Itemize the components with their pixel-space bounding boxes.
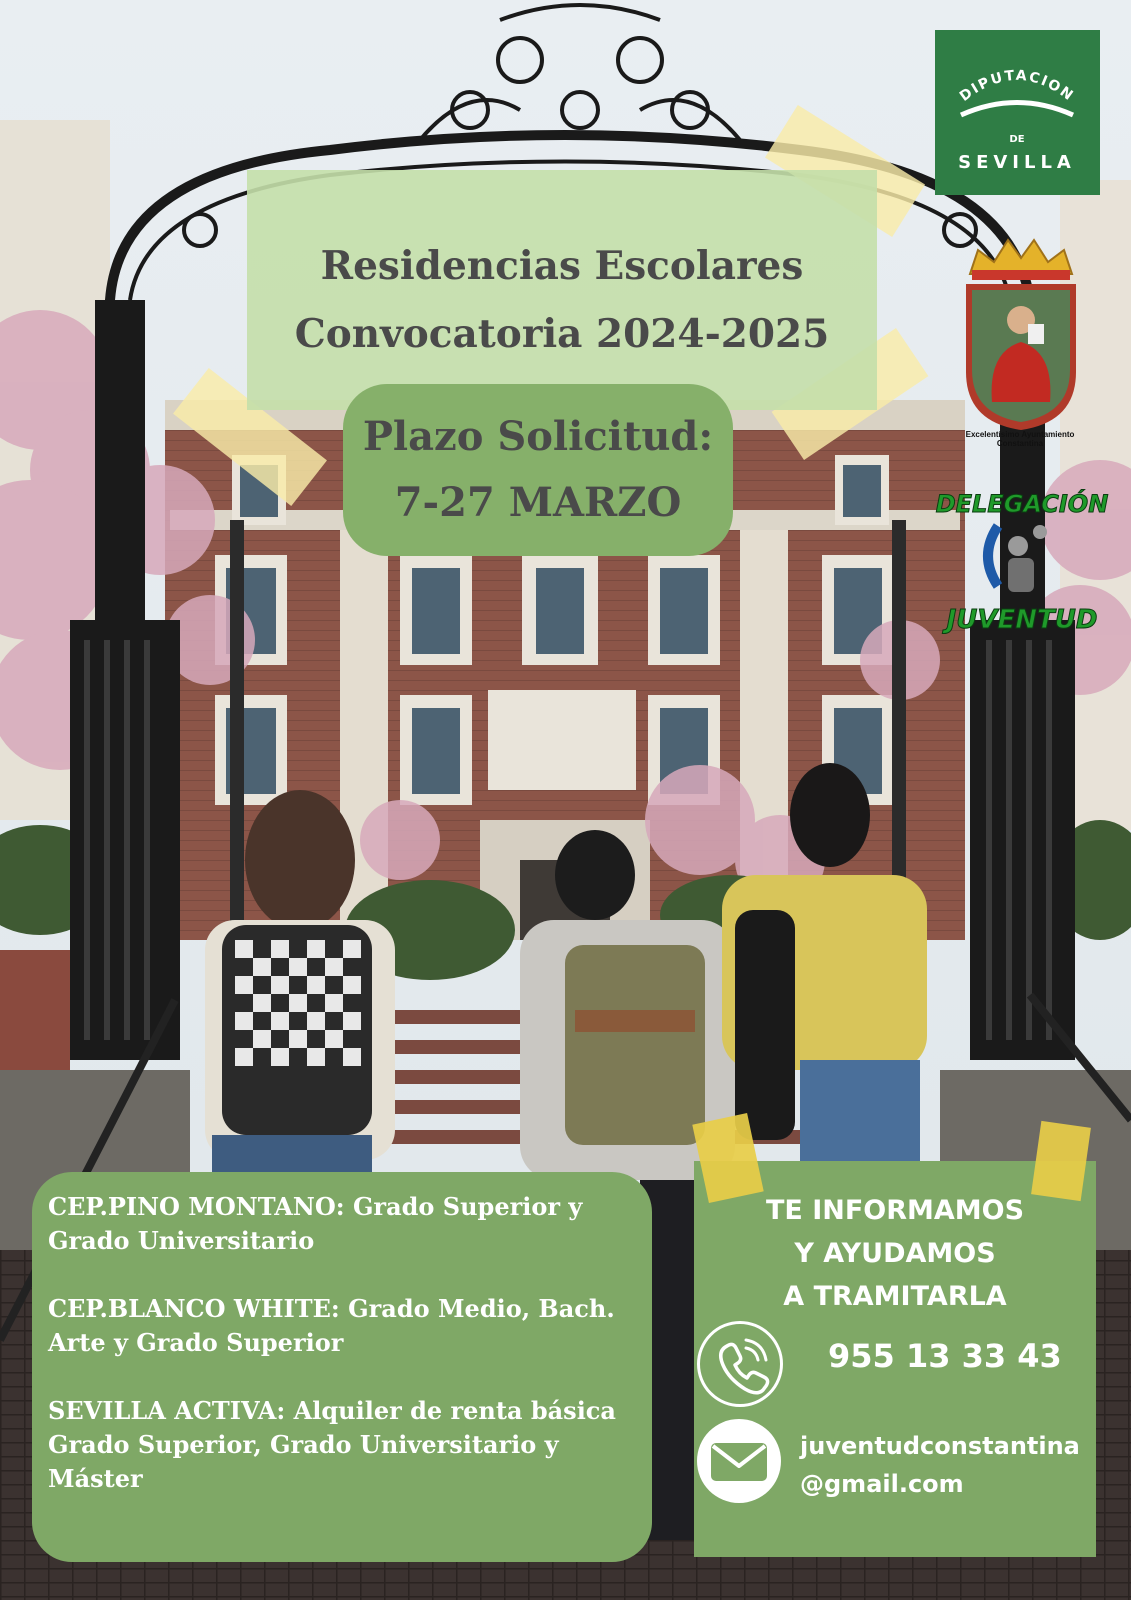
deadline-panel: [343, 384, 733, 556]
residence-item: [48, 1394, 644, 1496]
contact-heading-line: Y AYUDAMOS: [794, 1238, 996, 1269]
juventud-text: JUVENTUD: [946, 605, 1098, 635]
delegacion-juventud-logo: [935, 486, 1109, 636]
ayuntamiento-caption-line: Excelentísimo Ayuntamiento: [965, 430, 1075, 439]
diputacion-sevilla-text: SEVILLA: [958, 152, 1076, 173]
phone-icon: [697, 1321, 783, 1407]
phone-number[interactable]: 955 13 33 43: [828, 1337, 1062, 1375]
diputacion-de-text: DE: [1009, 134, 1025, 145]
contact-heading: [694, 1189, 1096, 1318]
delegacion-text: DELEGACIÓN: [935, 490, 1109, 518]
residence-name: CEP.PINO MONTANO:: [48, 1192, 345, 1221]
email-line: @gmail.com: [800, 1470, 964, 1498]
diputacion-sevilla-logo: [935, 30, 1100, 195]
residence-item: [48, 1190, 644, 1258]
ayuntamiento-caption-line: Constantina: [996, 439, 1044, 448]
title-line: Convocatoria 2024-2025: [294, 311, 830, 357]
envelope-icon: [697, 1419, 781, 1503]
residence-detail: Grado Medio, Bach. Arte y Grado Superior: [48, 1294, 615, 1357]
title-panel: [247, 170, 877, 410]
constantina-crest-logo: [958, 232, 1084, 432]
svg-text:DIPUTACION: DIPUTACION: [956, 67, 1078, 105]
diputacion-logo-graphic: [935, 30, 1100, 195]
contact-panel: [694, 1161, 1096, 1557]
title-line: Residencias Escolares: [320, 243, 804, 289]
residences-list: [48, 1190, 644, 1530]
residence-name: SEVILLA ACTIVA:: [48, 1396, 286, 1425]
contact-heading-line: A TRAMITARLA: [783, 1281, 1007, 1312]
email-address[interactable]: [800, 1427, 1080, 1503]
deadline-dates: 7-27 MARZO: [394, 479, 682, 526]
poster-title: [247, 232, 877, 368]
residences-panel: [32, 1172, 652, 1562]
email-line: juventudconstantina: [800, 1432, 1080, 1460]
residence-name: CEP.BLANCO WHITE:: [48, 1294, 340, 1323]
deadline-label: Plazo Solicitud:: [362, 413, 714, 460]
residence-detail: Alquiler de renta básica Grado Superior, Grado Universitario y Máster: [48, 1396, 616, 1493]
residence-item: [48, 1292, 644, 1360]
deadline-text: [343, 404, 733, 536]
residence-detail: Grado Superior y Grado Universitario: [48, 1192, 583, 1255]
contact-heading-line: TE INFORMAMOS: [765, 1195, 1025, 1226]
tape-decoration: [1031, 1121, 1091, 1201]
ayuntamiento-caption: [935, 430, 1105, 448]
